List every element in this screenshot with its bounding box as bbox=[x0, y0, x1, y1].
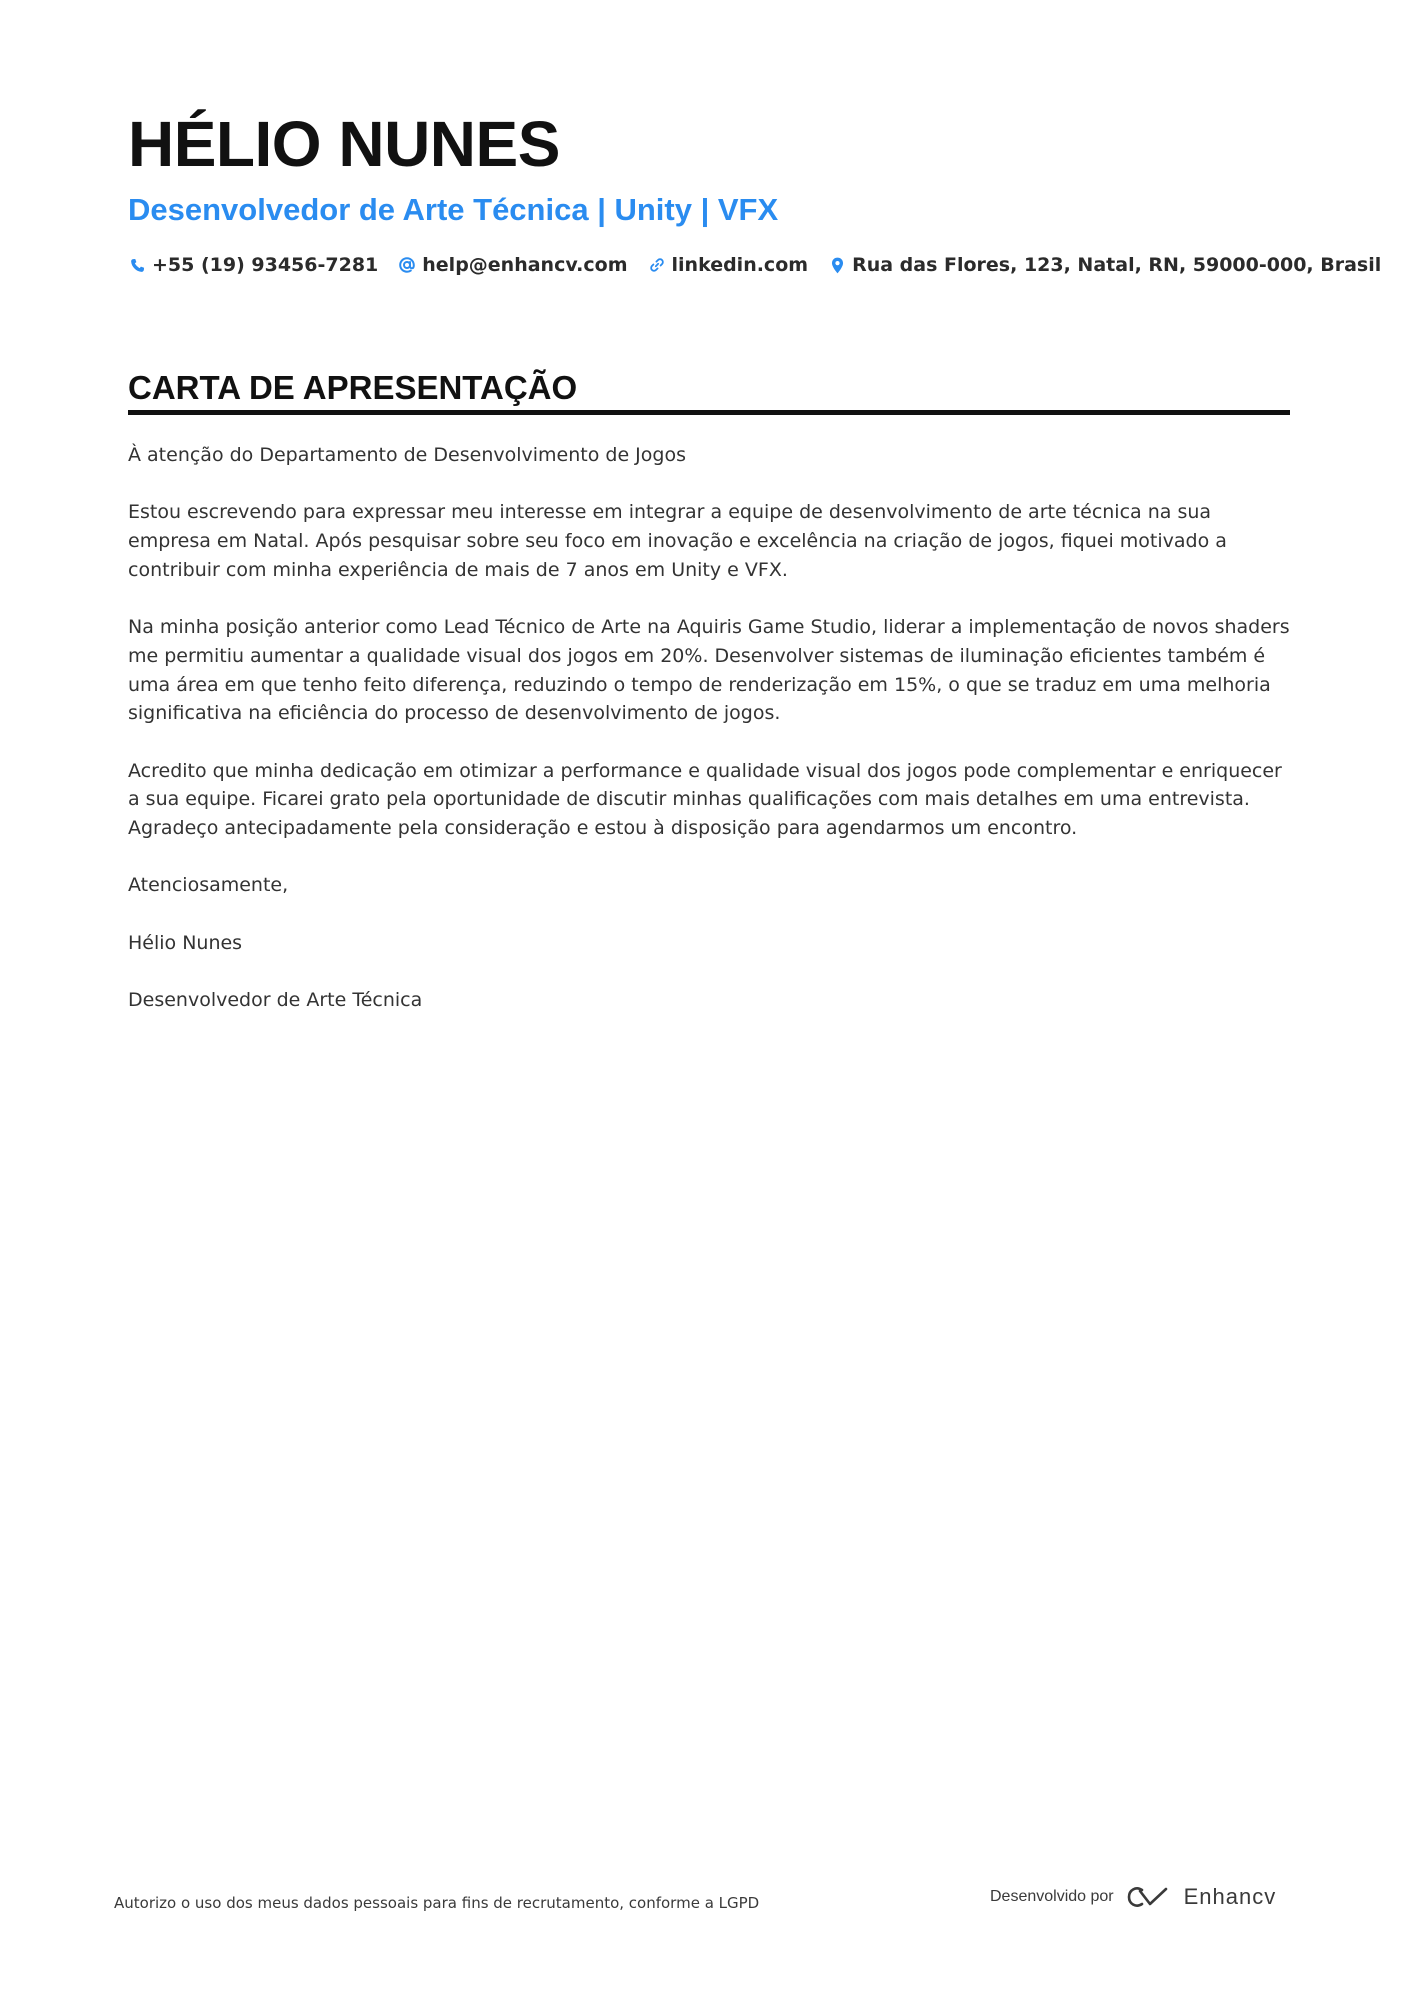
contact-bar bbox=[128, 254, 1382, 276]
brand-name: Enhancv bbox=[1183, 1884, 1277, 1909]
contact-address bbox=[828, 254, 1381, 276]
section-divider bbox=[128, 410, 1290, 415]
at-icon bbox=[398, 255, 416, 275]
contact-phone bbox=[128, 254, 378, 276]
phone-icon bbox=[128, 255, 146, 275]
phone-text[interactable]: +55 (19) 93456-7281 bbox=[152, 254, 379, 276]
address-text: Rua das Flores, 123, Natal, RN, 59000-000, Brasil bbox=[852, 254, 1382, 276]
signature-title: Desenvolvedor de Arte Técnica bbox=[128, 989, 423, 1012]
candidate-title: Desenvolvedor de Arte Técnica | Unity | VFX bbox=[128, 192, 779, 227]
letter-closing: Atenciosamente, bbox=[128, 874, 289, 897]
footer-consent: Autorizo o uso dos meus dados pessoais para fins de recrutamento, conforme a LGPD bbox=[114, 1894, 760, 1912]
linkedin-text[interactable]: linkedin.com bbox=[671, 254, 809, 276]
candidate-name: HÉLIO NUNES bbox=[128, 108, 560, 180]
powered-by-label: Desenvolvido por bbox=[990, 1888, 1114, 1905]
letter-body bbox=[128, 441, 1290, 1044]
enhancv-logo-icon bbox=[1126, 1884, 1172, 1910]
footer-branding bbox=[990, 1884, 1276, 1910]
signature-name: Hélio Nunes bbox=[128, 931, 243, 954]
letter-paragraph-2: Na minha posição anterior como Lead Técnico de Arte na Aquiris Game Studio, liderar a implementação de novos shaders me permitiu aumentar a qualidade visual dos jogos em 20%. Desenvolver sistemas de iluminação eficientes também é uma área em que tenho feito diferença, reduzindo o tempo de renderização em 15%, o que se traduz em uma melhoria significativa na eficiência do processo de desenvolvimento de jogos. bbox=[128, 616, 1290, 725]
section-title: CARTA DE APRESENTAÇÃO bbox=[128, 369, 578, 406]
location-pin-icon bbox=[828, 255, 846, 275]
contact-email bbox=[398, 254, 627, 276]
letter-salutation: À atenção do Departamento de Desenvolvimento de Jogos bbox=[128, 444, 686, 466]
letter-paragraph-1: Estou escrevendo para expressar meu interesse em integrar a equipe de desenvolvimento de arte técnica na sua empresa em Natal. Após pesquisar sobre seu foco em inovação e excelência na criação de jogos, fiquei motivado a contribuir com minha experiência de mais de 7 anos em Unity e VFX. bbox=[128, 501, 1227, 581]
brand-link[interactable] bbox=[1126, 1884, 1277, 1910]
letter-paragraph-3: Acredito que minha dedicação em otimizar a performance e qualidade visual dos jogos pode complementar e enriquecer a sua equipe. Ficarei grato pela oportunidade de discutir minhas qualificações com mais detalhes em uma entrevista. Agradeço antecipadamente pela consideração e estou à disposição para agendarmos um encontro. bbox=[128, 759, 1282, 840]
link-icon bbox=[648, 255, 666, 275]
contact-linkedin bbox=[648, 254, 809, 276]
email-text[interactable]: help@enhancv.com bbox=[422, 254, 628, 276]
